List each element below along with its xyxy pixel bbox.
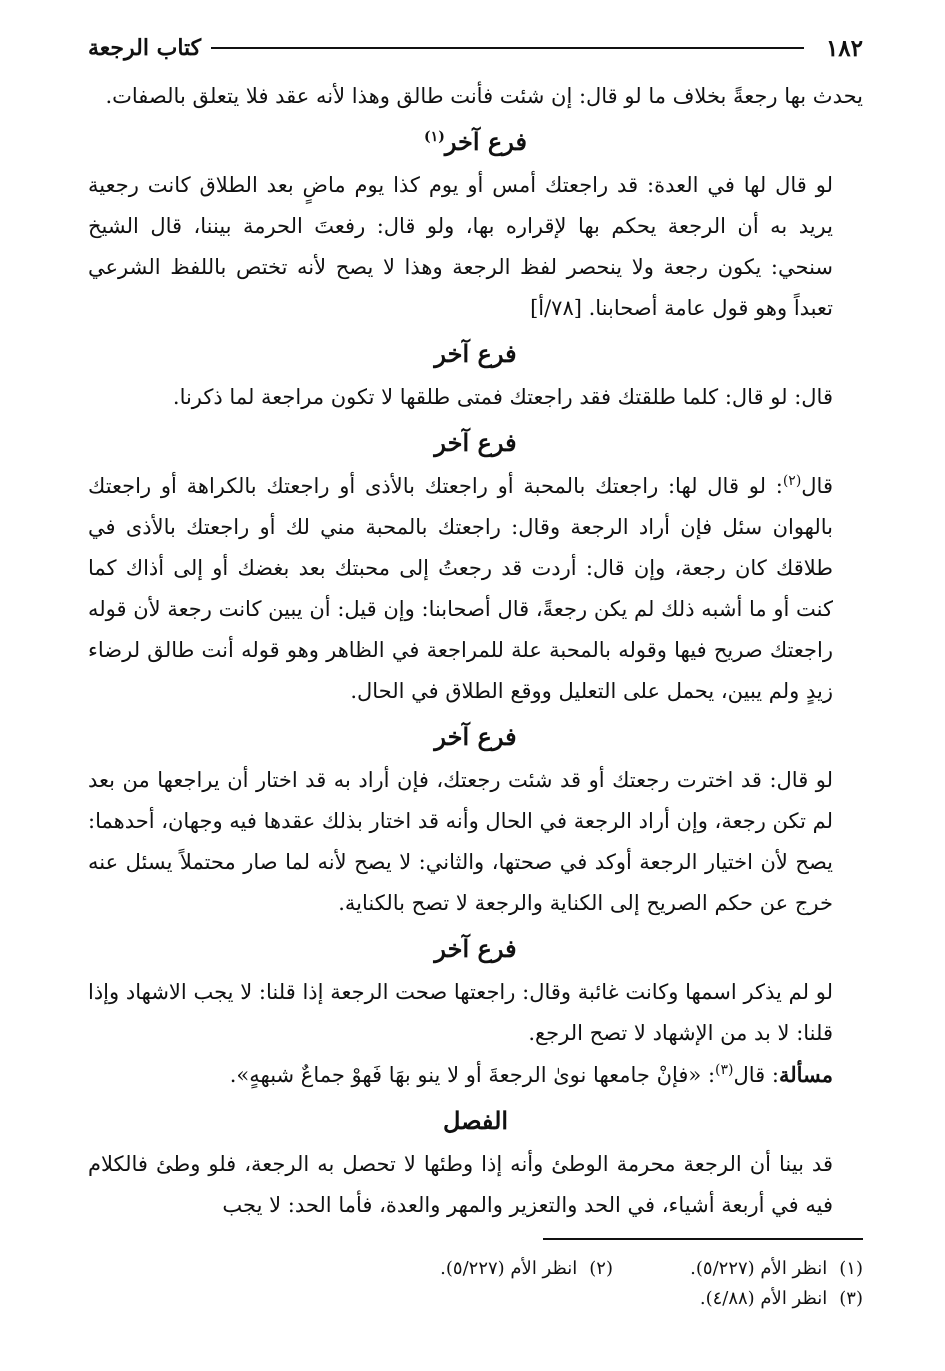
- heading-text: فرع آخر: [434, 339, 517, 368]
- paragraph-lead: : قال: [733, 1063, 779, 1087]
- paragraph-text: لو قال لها في العدة: قد راجعتك أمس أو يوم كذا يوم ماضٍ بعد الطلاق كانت رجعية يريد به أن الرجعة يحكم بها لإقراره بها، ولو قال: رفعتَ الحرمة بيننا، قال الشيخ سنحي: يكون رجعة ولا ينحصر لفظ الرجعة وهذا لا يصح لأنه تختص باللفظ الشرعي تعبداً وهو قول عامة أصحابنا. [٧٨/أ]: [88, 173, 833, 320]
- heading-text: فرع آخر: [434, 428, 517, 457]
- paragraph: [88, 165, 863, 329]
- section-heading: [88, 335, 863, 373]
- section-heading: [88, 1102, 863, 1140]
- footnote-number: (١): [839, 1258, 863, 1279]
- footnote-item: [613, 1284, 863, 1314]
- paragraph-lead: قال: [801, 474, 833, 498]
- footnote-text: انظر الأم (٤/٨٨).: [699, 1288, 828, 1309]
- running-header: [88, 28, 863, 68]
- heading-text: الفصل: [442, 1106, 509, 1135]
- footnote-text: انظر الأم (٥/٢٢٧).: [690, 1258, 828, 1279]
- paragraph: [88, 466, 863, 712]
- section-heading: [88, 123, 863, 161]
- paragraph-text: لو قال: قد اخترت رجعتك أو قد شئت رجعتك، فإن أراد به قد اختار أن يراجعها من بعد لم تكن رجعة، وإن أراد الرجعة في الحال وأنه قد اختار بذلك عقدها فيه وجهان، أحدهما: يصح لأن اختيار الرجعة أوكد في صحتها، والثاني: لا يصح لأنه لما صار محتملاً يسئل عنه خرج عن حكم الصريح إلى الكناية والرجعة لا تصح بالكناية.: [88, 768, 833, 915]
- footnote-ref: (٣): [715, 1062, 734, 1078]
- footnote-rule: [543, 1238, 863, 1240]
- footnote-item: [613, 1254, 863, 1284]
- footnote-row: [88, 1284, 863, 1314]
- paragraph: [88, 76, 863, 117]
- page: [88, 28, 863, 1226]
- page-number: ١٨٢: [825, 34, 863, 62]
- paragraph: [88, 1144, 863, 1226]
- heading-text: فرع آخر: [444, 127, 527, 156]
- section-heading: [88, 930, 863, 968]
- paragraph-text: : «فإنْ جامعها نوىٰ الرجعةَ أو لا ينو بهَا فَهوْ جماعٌ شبههٍ».: [229, 1063, 716, 1087]
- book-title: كتاب الرجعة: [88, 35, 202, 61]
- header-rule: [211, 47, 804, 49]
- paragraph: [88, 760, 863, 924]
- footnotes: [88, 1238, 863, 1314]
- paragraph: [88, 972, 863, 1054]
- footnote-text: انظر الأم (٥/٢٢٧).: [440, 1258, 578, 1279]
- footnote-row: [88, 1254, 863, 1284]
- paragraph: [88, 377, 863, 418]
- masala-paragraph: [88, 1054, 863, 1096]
- section-heading: [88, 718, 863, 756]
- heading-text: فرع آخر: [434, 722, 517, 751]
- footnote-number: (٣): [839, 1288, 863, 1309]
- paragraph-text: لو لم يذكر اسمها وكانت غائبة وقال: راجعتها صحت الرجعة إذا قلنا: لا يجب الاشهاد وإذا قلنا: لا بد من الإشهاد لا تصح الرجع.: [88, 980, 833, 1045]
- footnote-ref: (٢): [782, 473, 802, 489]
- paragraph-text: قد بينا أن الرجعة محرمة الوطئ وأنه إذا وطئها لا تحصل به الرجعة، فلو وطئ فالكلام فيه في أربعة أشياء، في الحد والتعزير والمهر والعدة، فأما الحد: لا يجب: [88, 1152, 833, 1217]
- footnote-ref: (١): [424, 129, 445, 145]
- paragraph-text: يحدث بها رجعةً بخلاف ما لو قال: إن شئت فأنت طالق وهذا لأنه عقد فلا يتعلق بالصفات.: [105, 84, 863, 108]
- paragraph-text: قال: لو قال: كلما طلقتك فقد راجعتك فمتى طلقها لا تكون مراجعة لما ذكرنا.: [172, 385, 833, 409]
- footnote-number: (٢): [589, 1258, 613, 1279]
- heading-text: فرع آخر: [434, 934, 517, 963]
- footnote-item: [363, 1254, 613, 1284]
- section-heading: [88, 424, 863, 462]
- body-text: [88, 76, 863, 1226]
- masala-label: مسألة: [778, 1062, 833, 1087]
- paragraph-text: : لو قال لها: راجعتك بالمحبة أو راجعتك بالأذى أو راجعتك بالكراهة أو راجعتك بالهوان سئل فإن أراد الرجعة وقال: راجعتك بالمحبة مني لك أو راجعتك بالأذى في طلاقك كان رجعة، وإن قال: أردت قد رجعتُ إلى محبتك بعد بغضك أو إلى أذاك كما كنت أو ما أشبه ذلك لم يكن رجعةً، قال أصحابنا: وإن قيل: أن يبين كانت رجعة لأن قوله راجعتك صريح فيها وقوله بالمحبة علة للمراجعة في الظاهر وهو قوله أنت طالق لرضاء زيدٍ ولم يبين، يحمل على التعليل ووقع الطلاق في الحال.: [88, 474, 833, 703]
